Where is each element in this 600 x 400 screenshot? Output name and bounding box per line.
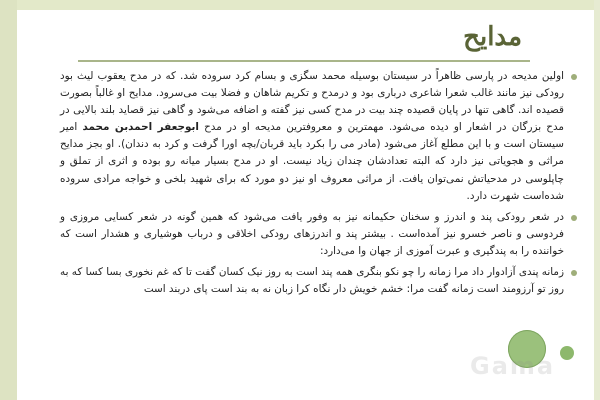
- title-underline: [78, 60, 530, 62]
- paragraph-1-text-b: امیر سیستان است و با این مطلع آغاز می‌شود (مادر می را بکرد باید قربان/بچه اورا گرفت و کرد به دندان). او بجز مدایح مراثی و هجویاتی نیز دارد که البته تعدادشان چندان زیاد نیست. او در مدح بسیار میانه رو بوده و اثری از تملق و چاپلوسی در مدحیاتش نمی‌توان یافت. از مراثی معروف او نیز دو مورد که برای شهید بلخی و خواجه مرادی سروده شده‌است شهرت دارد.: [60, 121, 564, 202]
- slide-title: مدایح: [463, 22, 522, 52]
- right-decor-band: [594, 0, 600, 400]
- bullet-paragraph-2: [60, 209, 578, 260]
- left-decor-band: [0, 0, 17, 400]
- bullet-paragraph-1: [60, 68, 578, 205]
- paragraph-3-text: زمانه پندی آزادوار داد مرا زمانه را چو نکو بنگری همه پند است به روز نیک کسان گفت تا که غم نخوری بسا کسا که به روز تو آرزومند است زمانه گفت مرا: خشم خویش دار نگاه کرا زبان نه به بند است پای دربند است: [60, 266, 564, 296]
- top-decor-band: [0, 0, 600, 10]
- watermark-logo: Gama: [470, 352, 556, 380]
- paragraph-2-text: در شعر رودکی پند و اندرز و سخنان حکیمانه نیز به وفور یافت می‌شود که همین گونه در شعر کسایی مروزی و فردوسی و ناصر خسرو نیز آمده‌است . بیشتر پند و اندرزهای رودکی اخلاقی و درباب هوشیاری و هشدار است که خواننده را به پندگیری و عبرت آموزی از جهان وا می‌دارد:: [60, 210, 564, 257]
- paragraph-1-bold-name: ابوجعفر احمدبن محمد: [82, 121, 199, 134]
- decor-circle-small: [560, 346, 574, 360]
- bullet-paragraph-3: [60, 264, 578, 298]
- paragraph-1-text-a: اولین مدیحه در پارسی ظاهراً در سیستان بوسیله محمد سگزی و بسام کرد سروده شد. که در مدح یعقوب لیث بود رودکی نیز مانند غالب شعرا شاعری درباری بود و درمدح و تکریم شاهان و فضلا بیت می‌سرود. مدایح او غالباً بصورت قصیده اند. گاهی تنها در پایان قصیده چند بیت در مدح کسی نیز گفته و اضافه می‌شود و گاهی نیز قصاید بلند بالایی در مدح بزرگان در اشعار او دیده می‌شود. مهمترین و معروفترین مدیحه او در مدح: [60, 70, 564, 134]
- slide-content: [60, 68, 578, 302]
